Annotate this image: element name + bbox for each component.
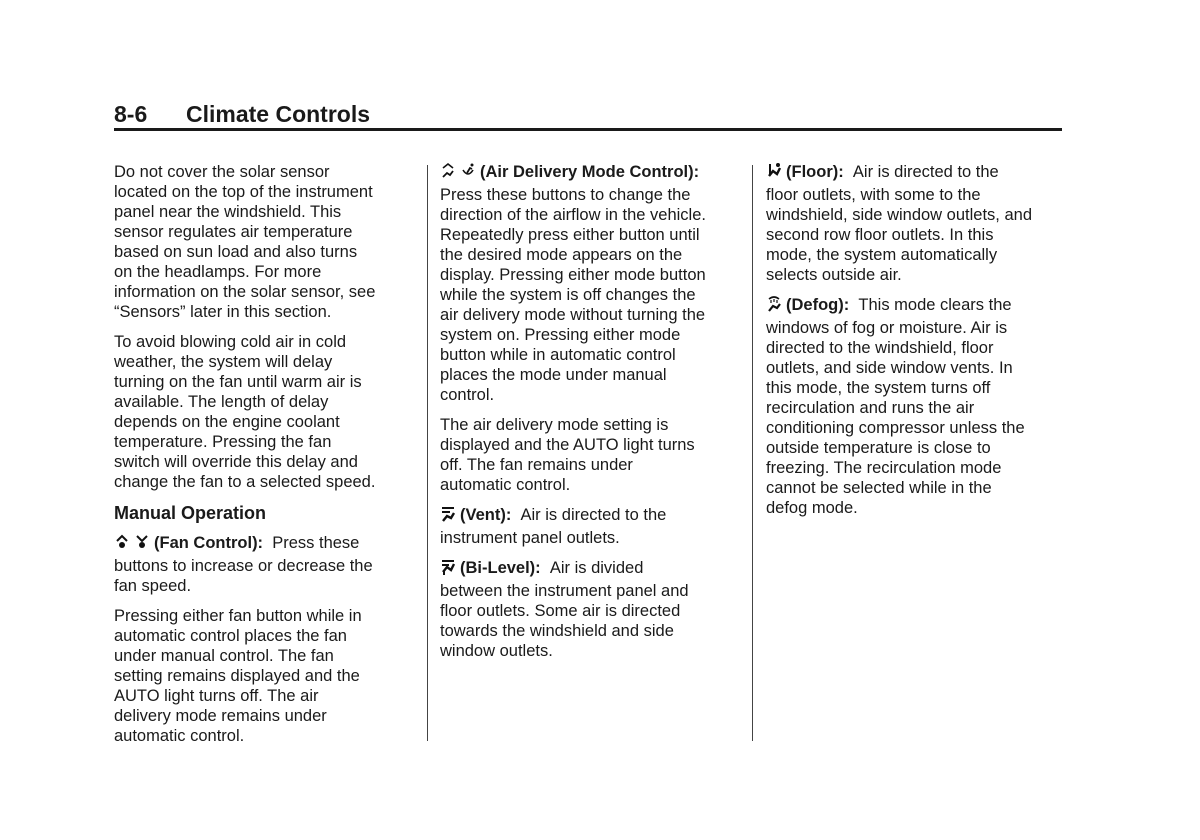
text-line: fan speed. xyxy=(114,577,192,595)
text-line: mode, the system automatically xyxy=(766,246,998,264)
text-line: located on the top of the instrument xyxy=(114,183,373,201)
text-line: Repeatedly press either button until xyxy=(440,226,700,244)
paragraph xyxy=(766,162,1076,285)
term-label: (Defog): xyxy=(786,296,850,314)
text-line: the desired mode appears on the xyxy=(440,246,683,264)
fan-up-icon xyxy=(114,533,130,556)
column-3 xyxy=(766,162,1076,528)
text-line: floor outlets. Some air is directed xyxy=(440,602,681,620)
text-line: floor outlets, with some to the xyxy=(766,186,981,204)
text-line: second row floor outlets. In this xyxy=(766,226,994,244)
paragraph-lead-line xyxy=(114,533,424,556)
text-line: depends on the engine coolant xyxy=(114,413,340,431)
text-line: outlets, and side window vents. In xyxy=(766,359,1013,377)
text-line: sensor regulates air temperature xyxy=(114,223,353,241)
paragraph-lead-line xyxy=(440,162,750,185)
text-line: Do not cover the solar sensor xyxy=(114,163,330,181)
defog-icon xyxy=(766,295,782,318)
bi-level-icon xyxy=(440,558,456,581)
text-line: freezing. The recirculation mode xyxy=(766,459,1002,477)
paragraph xyxy=(440,162,750,405)
term-label: (Bi-Level): xyxy=(460,559,541,577)
column-divider xyxy=(752,165,753,741)
text-line: places the mode under manual xyxy=(440,366,667,384)
text-line: system on. Pressing either mode xyxy=(440,326,681,344)
text-line: weather, the system will delay xyxy=(114,353,333,371)
text-line: on the headlamps. For more xyxy=(114,263,322,281)
text-line: windshield, side window outlets, and xyxy=(766,206,1032,224)
text-line: outside temperature is close to xyxy=(766,439,991,457)
text-line: this mode, the system turns off xyxy=(766,379,991,397)
term-description: Air is directed to the xyxy=(852,163,999,181)
header-rule xyxy=(114,128,1062,131)
text-line: defog mode. xyxy=(766,499,858,517)
text-line: switch will override this delay and xyxy=(114,453,358,471)
term-label: (Vent): xyxy=(460,506,512,524)
text-line: instrument panel outlets. xyxy=(440,529,620,547)
text-line: change the fan to a selected speed. xyxy=(114,473,376,491)
text-line: turning on the fan until warm air is xyxy=(114,373,362,391)
text-line: selects outside air. xyxy=(766,266,902,284)
text-line: automatic control places the fan xyxy=(114,627,347,645)
text-line: Pressing either fan button while in xyxy=(114,607,362,625)
text-line: control. xyxy=(440,386,495,404)
mode-up-icon xyxy=(440,162,456,185)
paragraph xyxy=(766,295,1076,518)
text-line: displayed and the AUTO light turns xyxy=(440,436,695,454)
paragraph-lead-line xyxy=(766,295,1076,318)
term-label: (Air Delivery Mode Control): xyxy=(480,163,700,181)
text-line: cannot be selected while in the xyxy=(766,479,992,497)
mode-down-icon xyxy=(460,162,476,185)
text-line: between the instrument panel and xyxy=(440,582,689,600)
text-line: “Sensors” later in this section. xyxy=(114,303,332,321)
term-description: This mode clears the xyxy=(858,296,1012,314)
text-line: temperature. Pressing the fan xyxy=(114,433,332,451)
text-line: while the system is off changes the xyxy=(440,286,696,304)
text-line: directed to the windshield, floor xyxy=(766,339,994,357)
paragraph xyxy=(440,415,750,495)
page-number: 8-6 xyxy=(114,101,148,127)
text-line: window outlets. xyxy=(440,642,553,660)
term-description: Air is divided xyxy=(549,559,644,577)
text-line: AUTO light turns off. The air xyxy=(114,687,319,705)
subheading: Manual Operation xyxy=(114,503,267,523)
term-description: Air is directed to the xyxy=(520,506,667,524)
vent-icon xyxy=(440,505,456,528)
page-header xyxy=(114,101,370,128)
text-line: Press these buttons to change the xyxy=(440,186,691,204)
term-description: Press these xyxy=(272,534,360,552)
text-line: setting remains displayed and the xyxy=(114,667,360,685)
text-line: recirculation and runs the air xyxy=(766,399,975,417)
term-label: (Floor): xyxy=(786,163,844,181)
text-line: towards the windshield and side xyxy=(440,622,674,640)
text-line: based on sun load and also turns xyxy=(114,243,358,261)
text-line: automatic control. xyxy=(114,727,245,745)
text-line: display. Pressing either mode button xyxy=(440,266,706,284)
text-line: The air delivery mode setting is xyxy=(440,416,669,434)
paragraph xyxy=(114,332,424,492)
text-line: To avoid blowing cold air in cold xyxy=(114,333,347,351)
text-line: panel near the windshield. This xyxy=(114,203,342,221)
text-line: air delivery mode without turning the xyxy=(440,306,706,324)
floor-icon xyxy=(766,162,782,185)
text-line: direction of the airflow in the vehicle. xyxy=(440,206,706,224)
text-line: buttons to increase or decrease the xyxy=(114,557,373,575)
text-line: available. The length of delay xyxy=(114,393,329,411)
paragraph xyxy=(114,533,424,596)
text-line: button while in automatic control xyxy=(440,346,676,364)
column-1 xyxy=(114,162,424,756)
paragraph-lead-line xyxy=(440,558,750,581)
text-line: conditioning compressor unless the xyxy=(766,419,1025,437)
text-line: information on the solar sensor, see xyxy=(114,283,376,301)
paragraph xyxy=(440,558,750,661)
paragraph xyxy=(114,162,424,322)
term-label: (Fan Control): xyxy=(154,534,264,552)
text-line: delivery mode remains under xyxy=(114,707,327,725)
paragraph xyxy=(440,505,750,548)
text-line: automatic control. xyxy=(440,476,571,494)
paragraph-lead-line xyxy=(766,162,1076,185)
text-line: off. The fan remains under xyxy=(440,456,633,474)
paragraph-lead-line xyxy=(440,505,750,528)
column-2 xyxy=(440,162,750,671)
section-title: Climate Controls xyxy=(186,101,371,127)
paragraph xyxy=(114,606,424,746)
column-divider xyxy=(427,165,428,741)
text-line: windows of fog or moisture. Air is xyxy=(766,319,1008,337)
text-line: under manual control. The fan xyxy=(114,647,334,665)
fan-down-icon xyxy=(134,533,150,556)
